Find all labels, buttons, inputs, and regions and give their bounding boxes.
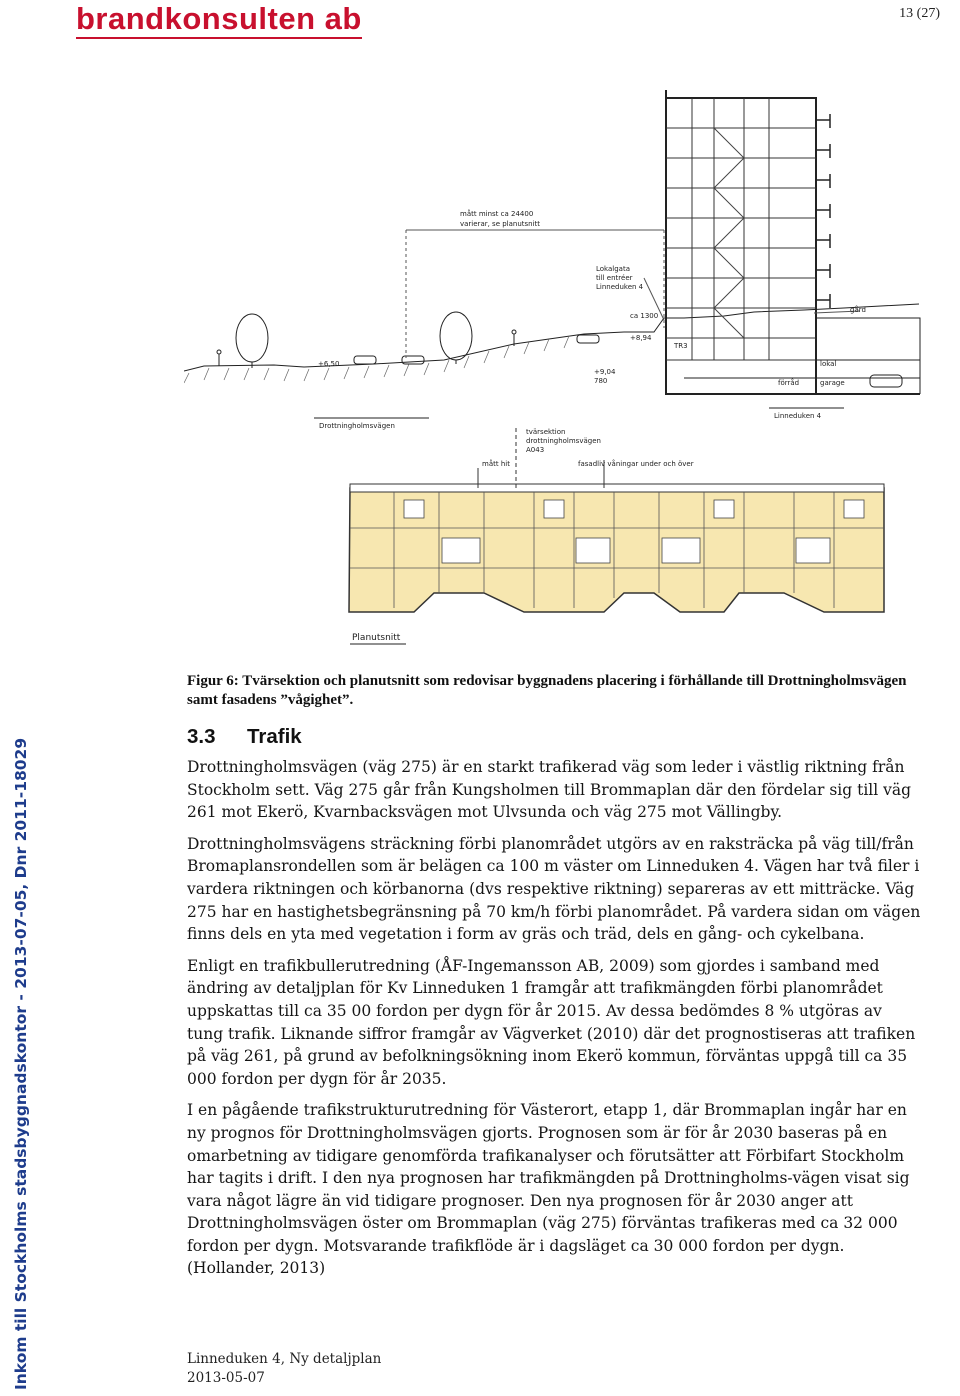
paragraph-4: I en pågående trafikstrukturutredning för Västerort, etapp 1, där Brommaplan ingår har en ny prognos för Drottningholmsvägen gjorts. Prognosen som är för år 2030 baseras på en omarbetning av tidigare genomförda trafikanalyser och förutsätter att Förbifart Stockholm har tagits i drift. I den nya prognosen har trafikmängden på Drottningholms-vägen visat sig vara något lägre än vid tidigare prognoser. Den nya prognosen för år 2030 anger att Drottningholmsvägen öster om Brommaplan (väg 275) förväntas trafikeras med ca 32 000 fordon per dygn. Motsvarande trafikflöde är i dagsläget ca 30 000 fordon per dygn. (Hollander, 2013) bbox=[187, 1101, 910, 1278]
figure-section-and-plan bbox=[184, 88, 924, 666]
label-tvarsektion: tvärsektion bbox=[526, 428, 566, 436]
paragraph-1: Drottningholmsvägen (väg 275) är en starkt trafikerad väg som leder i västlig riktning från Stockholm sett. Väg 275 går från Kungsholmen till Brommaplan där den fördelar sig till väg 261 mot Ekerö, Kvarnbacksvägen mot Ulvsunda och väg 275 mot Vällingby. bbox=[187, 758, 912, 822]
label-garage: garage bbox=[820, 379, 845, 387]
label-lvl3: +9,04 bbox=[594, 368, 616, 376]
label-forrad: förråd bbox=[778, 379, 800, 387]
label-lokalgata2: till entréer bbox=[596, 274, 633, 282]
footer-date: 2013-05-07 bbox=[187, 1370, 265, 1386]
label-lokalgata3: Linneduken 4 bbox=[596, 283, 644, 291]
section-number: 3.3 bbox=[187, 725, 216, 748]
paragraph-3: Enligt en trafikbullerutredning (ÅF-Ingemansson AB, 2009) som gjordes i samband med ändring av detaljplan för Kv Linneduken 1 framgår att trafikmängden förbi planområdet uppskattas till ca 35 00 fordon per dygn för år 2015. Av dessa bedömdes 8 % utgöras av tung trafik. Liknande siffror framgår av Vägverket (2010) där det prognostiseras att trafiken på väg 261, på grund av befolkningsökning inom Ekerö kommun, förväntas uppgå till ca 35 000 fordon per dygn för år 2035. bbox=[187, 956, 916, 1088]
label-matt: mått hit bbox=[482, 460, 510, 468]
label-lvl5: 780 bbox=[594, 377, 608, 385]
body-text bbox=[187, 756, 922, 1289]
paragraph-2: Drottningholmsvägens sträckning förbi planområdet utgörs av en raksträcka på väg till/från Bromaplansrondellen som är belägen ca 100 m väster om Linneduken 4. Vägen har två filer i vardera riktningen och körbanorna (dvs respektive riktning) separeras av ett mitträcke. Väg 275 har en hastighetsbegränsning på 70 km/h förbi planområdet. På vardera sidan om vägen finns dels en yta med vegetation i form av gräs och träd, dels en gång- och cykelbana. bbox=[187, 834, 921, 944]
plan-drawing bbox=[349, 428, 884, 644]
footer-document-title: Linneduken 4, Ny detaljplan bbox=[187, 1351, 382, 1367]
page-number: 13 (27) bbox=[899, 6, 940, 21]
label-lokalgata: Lokalgata bbox=[596, 265, 630, 273]
label-dist2: varierar, se planutsnitt bbox=[460, 220, 541, 228]
label-lvl1: +6,50 bbox=[318, 360, 340, 368]
company-logo: brandkonsulten ab bbox=[76, 2, 362, 39]
section-title: Trafik bbox=[247, 725, 302, 748]
figure-caption: Figur 6: Tvärsektion och planutsnitt som redovisar byggnadens placering i förhållande till Drottningholmsvägen samt fasadens ”vågighet”. bbox=[187, 673, 907, 708]
label-tvarsektion3: A043 bbox=[526, 446, 545, 454]
page-footer bbox=[187, 1350, 381, 1388]
label-lokal: lokal bbox=[820, 360, 837, 368]
label-linneduken: Linneduken 4 bbox=[774, 412, 822, 420]
label-gard: gård bbox=[850, 306, 866, 314]
label-tvarsektion2: drottningholmsvägen bbox=[526, 437, 601, 445]
label-drottningholmsvagen: Drottningholmsvägen bbox=[319, 422, 395, 430]
label-lvl2: +8,94 bbox=[630, 334, 652, 342]
label-planutsnitt: Planutsnitt bbox=[352, 633, 401, 643]
cross-section-drawing bbox=[184, 90, 920, 394]
label-tr3: TR3 bbox=[674, 342, 688, 350]
label-dist: mått minst ca 24400 bbox=[460, 210, 534, 218]
section-heading bbox=[187, 725, 302, 749]
registry-stamp: Inkom till Stockholms stadsbyggnadskontor - 2013-07-05, Dnr 2011-18029 bbox=[12, 737, 30, 1390]
label-lvl4: ca 1300 bbox=[630, 312, 659, 320]
label-fasadliv: fasadliv våningar under och över bbox=[578, 460, 694, 468]
